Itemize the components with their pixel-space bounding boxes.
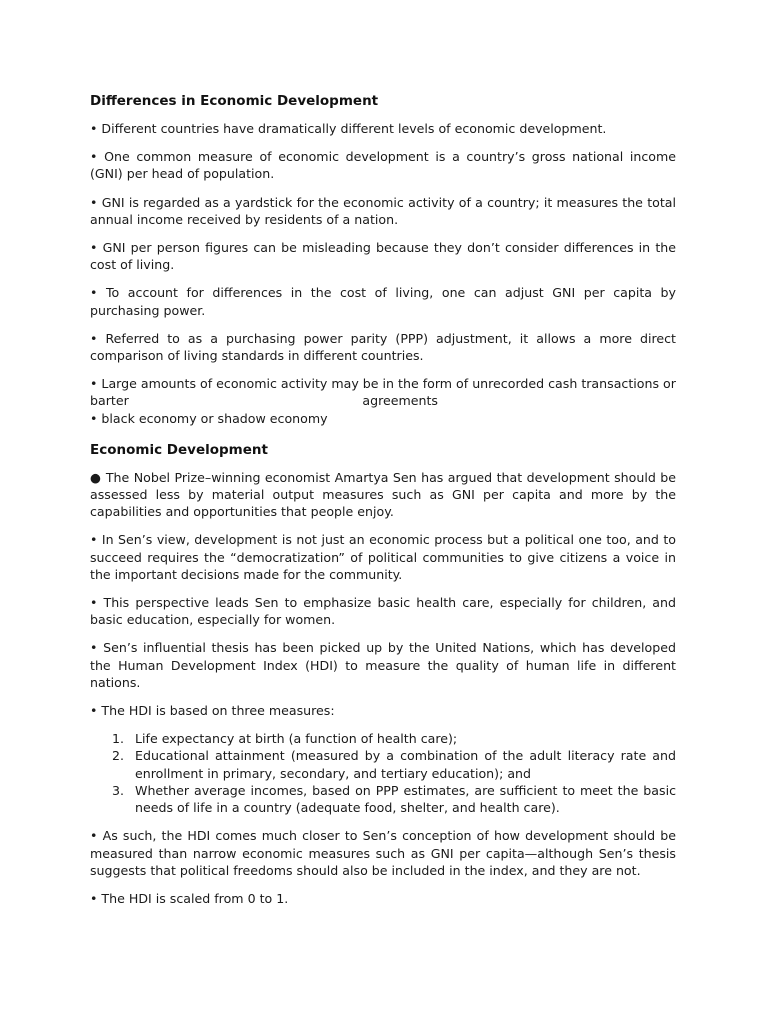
- bullet-paragraph: • To account for differences in the cost of living, one can adjust GNI per capita by purchasing power.: [90, 285, 676, 318]
- bullet-paragraph: • GNI is regarded as a yardstick for the economic activity of a country; it measures the total annual income received by residents of a nation.: [90, 194, 676, 227]
- bullet-paragraph: ● The Nobel Prize–winning economist Amartya Sen has argued that development should be assessed less by material output measures such as GNI per capita and more by the capabilities and opportunities that people enjoy.: [90, 469, 676, 520]
- list-number: 2.: [112, 748, 125, 764]
- list-item: [90, 782, 676, 816]
- list-item-text: Educational attainment (measured by a combination of the adult literacy rate and enrollment in primary, secondary, and tertiary education); and: [135, 748, 676, 781]
- document-page: [90, 92, 676, 918]
- bullet-paragraph: • black economy or shadow economy: [90, 410, 328, 426]
- bullet-paragraph: • Large amounts of economic activity may be in the form of unrecorded cash transactions or: [90, 376, 676, 392]
- list-item: [90, 730, 676, 747]
- barter-word: barter: [90, 393, 129, 409]
- bullet-paragraph: • The HDI is based on three measures:: [90, 703, 335, 719]
- list-number: 1.: [112, 731, 125, 747]
- list-item-text: Whether average incomes, based on PPP estimates, are sufficient to meet the basic needs of life in a country (adequate food, shelter, and health care).: [135, 782, 676, 816]
- list-item-text: Life expectancy at birth (a function of health care);: [135, 731, 458, 747]
- section-heading-economic-development: Economic Development: [90, 441, 268, 458]
- list-item: [90, 747, 676, 781]
- bullet-paragraph: • The HDI is scaled from 0 to 1.: [90, 890, 289, 906]
- bullet-paragraph: • In Sen’s view, development is not just an economic process but a political one too, and to succeed requires the “democratization” of political communities to give citizens a voice in the important decisions made for the community.: [90, 532, 676, 582]
- bullet-paragraph: • As such, the HDI comes much closer to Sen’s conception of how development should be measured than narrow economic measures such as GNI per capita—although Sen’s thesis suggests that political freedoms should also be included in the index, and they are not.: [90, 828, 676, 878]
- hdi-measures-list: [90, 730, 676, 816]
- section-heading-differences: Differences in Economic Development: [90, 93, 379, 109]
- bullet-paragraph: • Sen’s influential thesis has been picked up by the United Nations, which has developed the Human Development Index (HDI) to measure the quality of human life in different nations.: [90, 640, 676, 690]
- bullet-paragraph: • Referred to as a purchasing power parity (PPP) adjustment, it allows a more direct comparison of living standards in different countries.: [90, 330, 676, 364]
- list-number: 3.: [112, 782, 125, 798]
- bullet-paragraph: • This perspective leads Sen to emphasize basic health care, especially for children, and basic education, especially for women.: [90, 595, 676, 628]
- bullet-paragraph: • One common measure of economic development is a country’s gross national income (GNI) per head of population.: [90, 149, 676, 182]
- barter-line: [90, 392, 438, 409]
- bullet-paragraph: • Different countries have dramatically different levels of economic development.: [90, 121, 607, 136]
- bullet-paragraph: • GNI per person figures can be misleading because they don’t consider differences in the cost of living.: [90, 240, 676, 273]
- agreements-word: agreements: [362, 393, 438, 409]
